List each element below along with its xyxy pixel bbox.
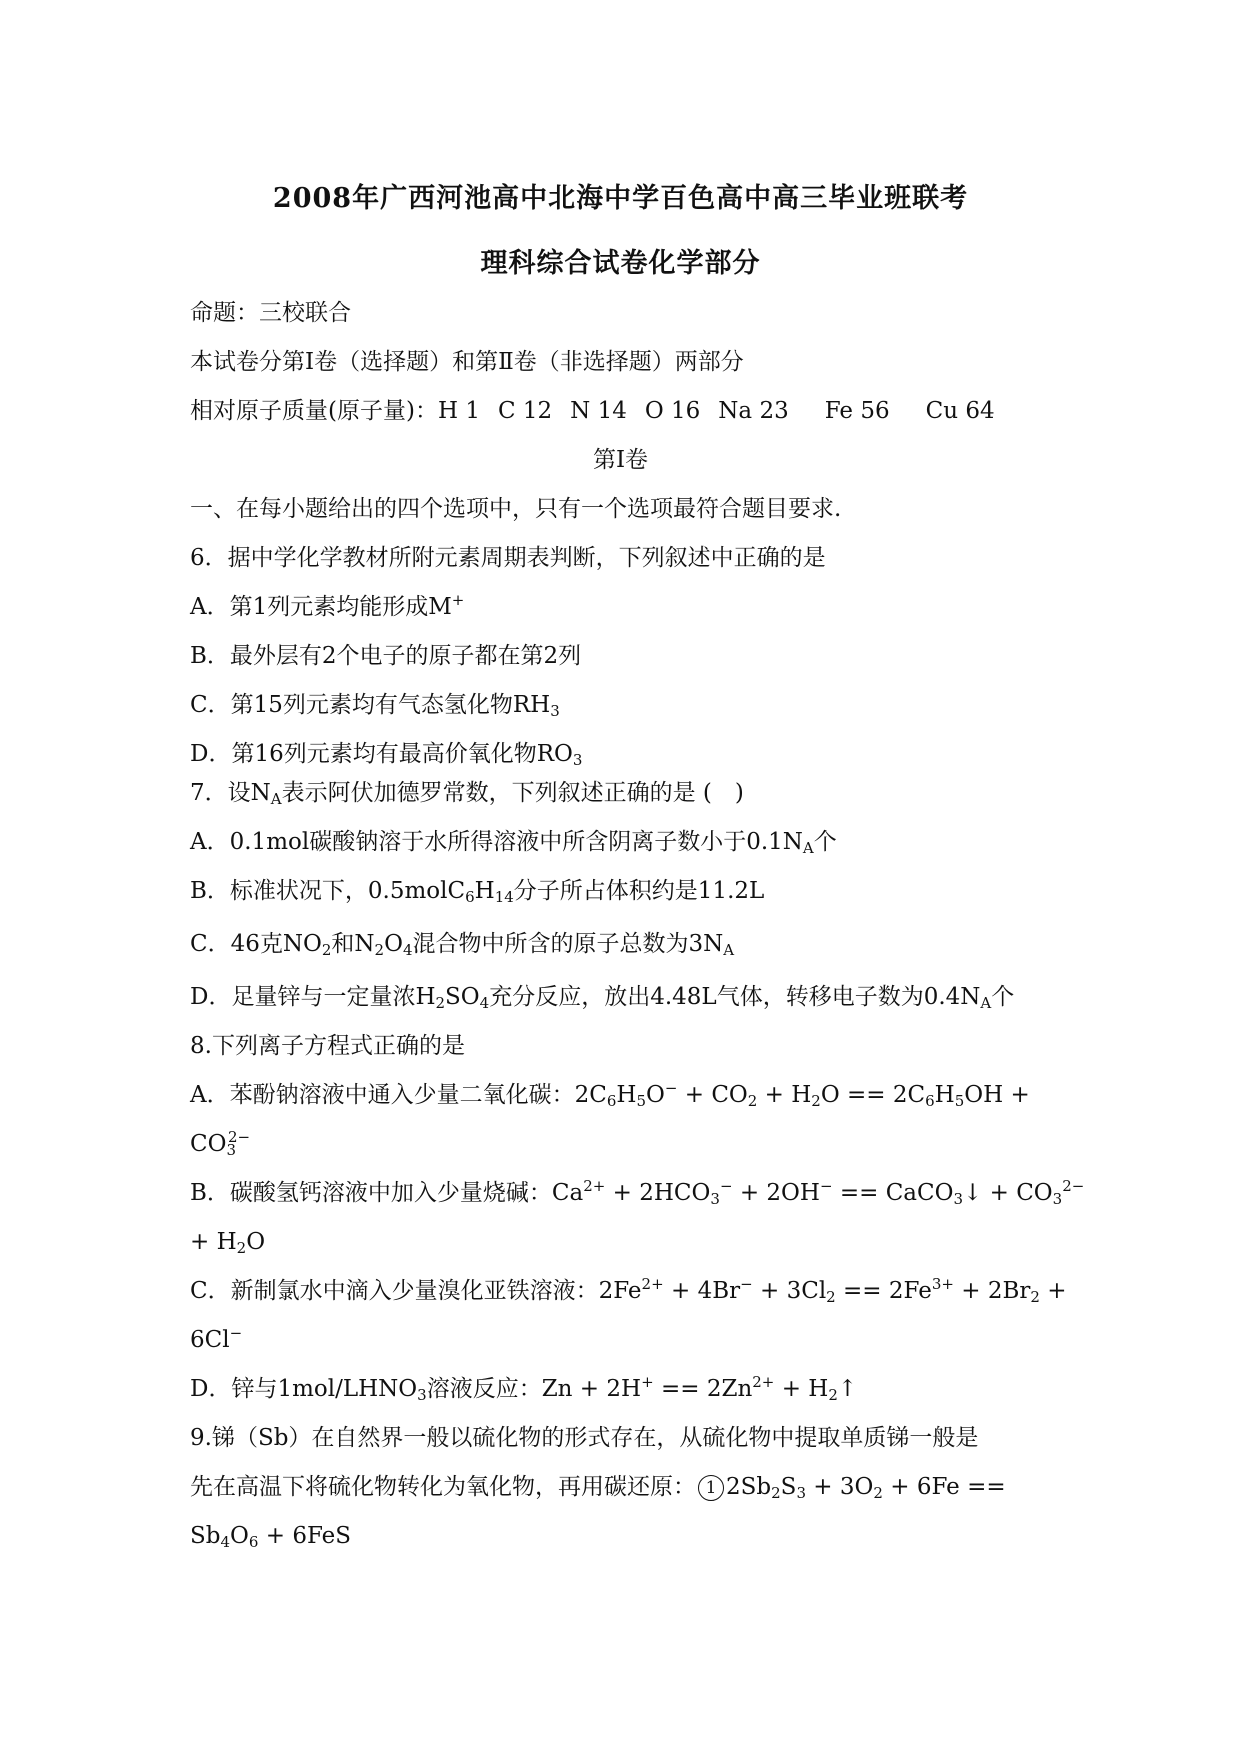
atomic-mass-item: Na 23 [718,398,789,424]
q7-option-a: A．0.1mol碳酸钠溶于水所得溶液中所含阴离子数小于$0.1N_A$个 [190,829,837,857]
q7-option-d: D．足量锌与一定量浓$H_2SO_4$充分反应，放出4.48L气体，转移电子数为$0.4N_A$个 [190,984,1015,1012]
q9-stem-line3: $Sb_4O_6 + 6FeS$ [190,1523,352,1551]
q8-option-b-cont: + $H_2O$ [190,1229,266,1257]
q6-stem: 6．据中学化学教材所附元素周期表判断，下列叙述中正确的是 [190,545,826,571]
q8-option-c-cont: 6Cl− [190,1324,243,1353]
q8-option-a: A．苯酚钠溶液中通入少量二氧化碳：$2C_6H_5O^- + CO_2 + H_2O == 2C_6H_5OH$ + [190,1079,1030,1110]
atomic-mass-item: O 16 [644,398,701,424]
atomic-mass-item: N 14 [570,398,627,424]
atomic-mass-line [190,396,995,426]
q7-option-c: C．46克$NO_2$和$N_2O_4$混合物中所含的原子总数为$3N_A$ [190,931,735,959]
q7-stem: 7．设$N_A$表示阿伏加德罗常数，下列叙述正确的是 ( ) [190,780,744,808]
q6-option-b: B．最外层有2个电子的原子都在第2列 [190,643,582,669]
q6-option-d: D．第16列元素均有最高价氧化物$RO_3$ [190,741,583,769]
q8-option-c: C．新制氯水中滴入少量溴化亚铁溶液：$2Fe^{2+} + 4Br^- + 3Cl_2 == 2Fe^{3+} + 2Br_2$ + [190,1275,1067,1306]
q9-stem-line2: 先在高温下将硫化物转化为氧化物，再用碳还原： 1 $2Sb_2S_3 + 3O_2 + 6Fe$ == [190,1474,1006,1502]
q8-stem: 8.下列离子方程式正确的是 [190,1033,465,1059]
atomic-mass-item: H 1 [437,398,480,424]
q7-option-b: B．标准状况下，$0.5molC_6H_{14}$分子所占体积约是11.2L [190,878,765,906]
structure-line: 本试卷分第Ⅰ卷（选择题）和第Ⅱ卷（非选择题）两部分 [190,349,744,375]
section-instruction: 一、在每小题给出的四个选项中，只有一个选项最符合题目要求. [190,496,842,522]
q6-option-c: C．第15列元素均有气态氢化物$RH_3$ [190,692,560,720]
q8-option-a-cont: $CO_3^{2-}$ [190,1128,251,1159]
q9-stem-line1: 9.锑（Sb）在自然界一般以硫化物的形式存在，从硫化物中提取单质锑一般是 [190,1425,979,1451]
author-line: 命题：三校联合 [190,300,351,326]
atomic-mass-item: Cu 64 [925,398,995,424]
section-heading: 第Ⅰ卷 [592,447,649,473]
q8-option-b: B．碳酸氢钙溶液中加入少量烧碱：$Ca^{2+} + 2HCO_3^- + 2OH^-$ == CaCO$_3$↓ + $CO_3^{2-}$ [190,1177,1085,1208]
atomic-mass-item: Fe 56 [824,398,890,424]
circled-number-one: 1 [698,1475,724,1501]
atomic-mass-item: C 12 [497,398,553,424]
exam-title: 2008年广西河池高中北海中学百色高中高三毕业班联考 [272,183,969,214]
q8-option-d: D．锌与$1mol/LHNO_3$溶液反应：$Zn + 2H^+ == 2Zn^{2+}$ + $H_2↑$ [190,1373,858,1404]
exam-subtitle: 理科综合试卷化学部分 [480,248,761,279]
q6-option-a: A．第1列元素均能形成M+ [190,591,465,620]
atomic-mass-label: 相对原子质量(原子量)： [190,398,438,424]
